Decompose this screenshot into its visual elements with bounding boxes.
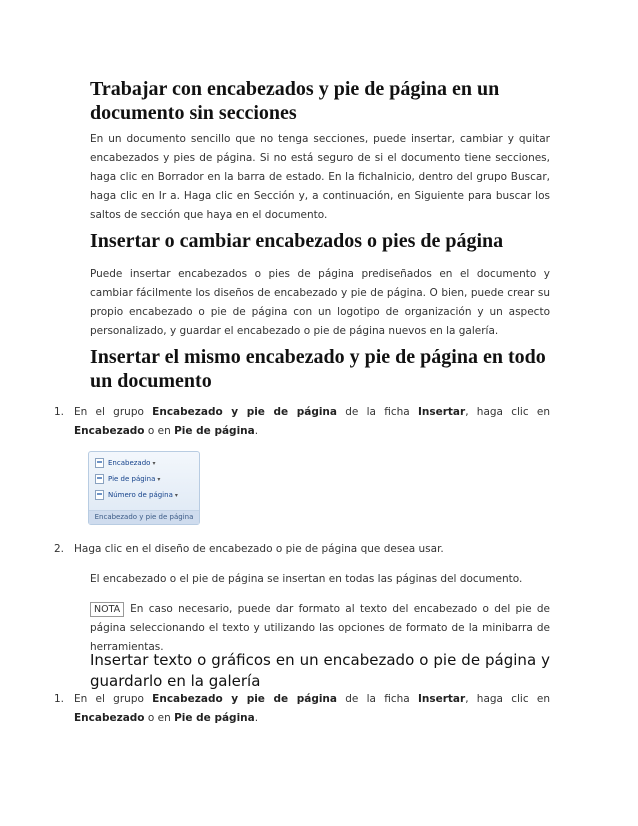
- list-item: [54, 540, 550, 559]
- step-1-text-repeat: En el grupo Encabezado y pie de página de la ficha Insertar, haga clic en Encabezado o en Pie de página.: [74, 693, 550, 724]
- header-icon: [95, 458, 104, 468]
- dropdown-arrow-icon: ▾: [152, 459, 156, 467]
- section-title-no-sections: Trabajar con encabezados y pie de página en un documento sin secciones: [90, 78, 500, 124]
- ribbon-header-button: Encabezado ▾: [95, 457, 155, 469]
- ribbon-group-label: Encabezado y pie de página: [89, 510, 199, 524]
- step-2-text: Haga clic en el diseño de encabezado o pie de página que desea usar.: [74, 543, 444, 555]
- list-item: [54, 403, 550, 441]
- section-body-insert-change: Puede insertar encabezados o pies de página prediseñados en el documento y cambiar fácilmente los diseños de encabezado y pie de página. O bien, puede crear su propio encabezado o pie de página con un logotipo de organización y un aspecto personalizado, y guardar el encabezado o pie de página nuevos en la galería.: [90, 268, 550, 337]
- list-item: [54, 690, 550, 728]
- note-label: NOTA: [90, 602, 124, 617]
- ribbon-footer-button: Pie de página ▾: [95, 473, 160, 485]
- section-body-no-sections: En un documento sencillo que no tenga secciones, puede insertar, cambiar y quitar encabezados y pies de página. Si no está seguro de si el documento tiene secciones, haga clic en Borrador en la barra de estado. En la fichaInicio, dentro del grupo Buscar, haga clic en Ir a. Haga clic en Sección y, a continuación, en Siguiente para buscar los saltos de sección que haya en el documento.: [90, 133, 550, 221]
- note-paragraph: [90, 600, 550, 657]
- section-title-insert-text-graphics: Insertar texto o gráficos en un encabezado o pie de página y guardarlo en la galería: [90, 651, 550, 690]
- footer-icon: [95, 474, 104, 484]
- step-1-text: En el grupo Encabezado y pie de página de la ficha Insertar, haga clic en Encabezado o en Pie de página.: [74, 406, 550, 437]
- section-title-insert-change: Insertar o cambiar encabezados o pies de página: [90, 230, 504, 252]
- dropdown-arrow-icon: ▾: [174, 491, 178, 499]
- list-number: 2.: [54, 543, 65, 555]
- list-number: 1.: [54, 693, 65, 705]
- dropdown-arrow-icon: ▾: [157, 475, 161, 483]
- section-title-same-header: Insertar el mismo encabezado y pie de página en todo un documento: [90, 346, 546, 392]
- ribbon-page-number-button: Número de página ▾: [95, 489, 178, 501]
- step-2-result: El encabezado o el pie de página se insertan en todas las páginas del documento.: [90, 573, 523, 585]
- page-number-icon: [95, 490, 104, 500]
- note-text: En caso necesario, puede dar formato al texto del encabezado o del pie de página seleccionando el texto y utilizando las opciones de formato de la minibarra de herramientas.: [90, 603, 550, 653]
- list-number: 1.: [54, 406, 65, 418]
- ribbon-group-screenshot: [88, 451, 200, 525]
